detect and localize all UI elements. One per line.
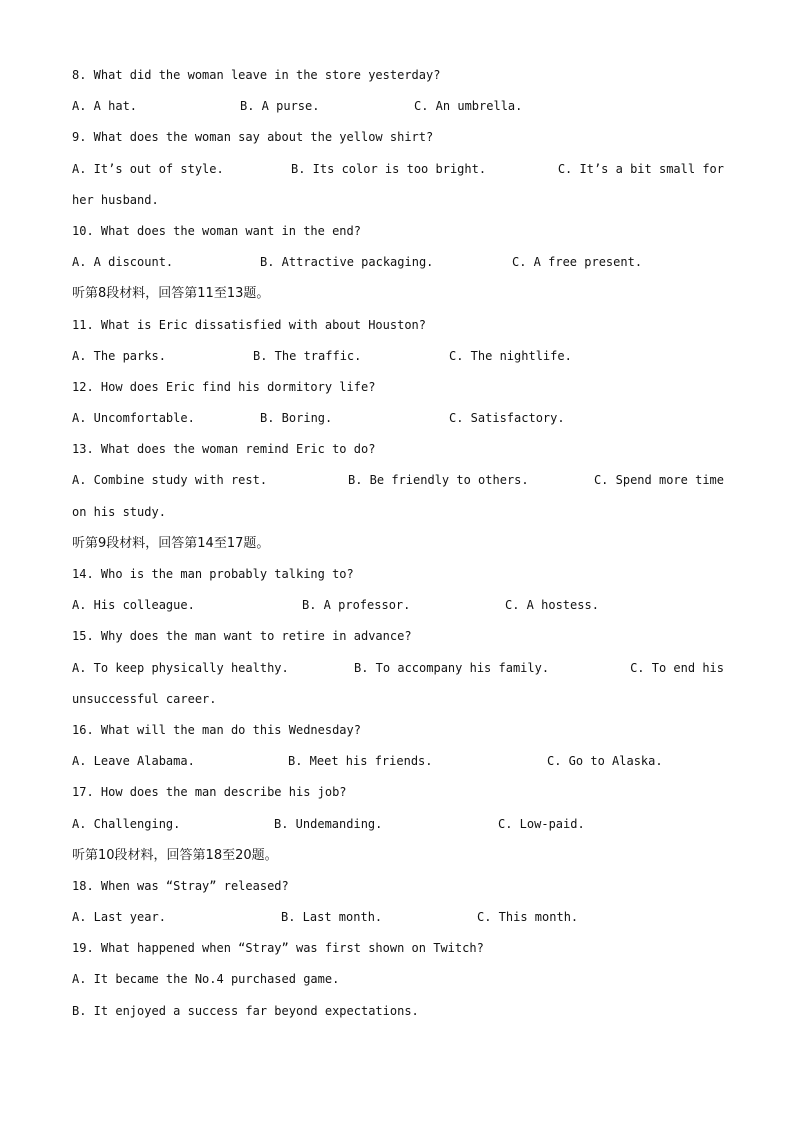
- option-c: C. Low-paid.: [498, 816, 585, 831]
- option-b: B. Boring.: [260, 411, 333, 426]
- question-16-stem: 16. What will the man do this Wednesday?: [72, 722, 361, 737]
- option-b: B. Attractive packaging.: [260, 255, 434, 270]
- option-b: B. A professor.: [302, 598, 411, 613]
- option-c-continued: on his study.: [72, 504, 166, 519]
- section-10-heading: 听第10段材料，回答第18至20题。: [72, 847, 278, 863]
- question-8-options: [72, 91, 724, 122]
- option-c: C. An umbrella.: [414, 99, 523, 114]
- option-c: C. Go to Alaska.: [547, 754, 663, 769]
- option-a: A. A hat.: [72, 99, 138, 114]
- option-c: C. A hostess.: [505, 598, 599, 613]
- option-b: B. A purse.: [240, 99, 320, 114]
- option-b: B. Its color is too bright.: [291, 161, 487, 176]
- option-a: A. The parks.: [72, 348, 166, 363]
- exam-page: [72, 60, 724, 1027]
- section-8-heading: 听第8段材料，回答第11至13题。: [72, 286, 270, 302]
- question-16-options: [72, 746, 724, 777]
- option-a: A. Uncomfortable.: [72, 411, 195, 426]
- option-a: A. It’s out of style.: [72, 161, 224, 176]
- option-b: B. To accompany his family.: [354, 660, 550, 675]
- question-17-stem: 17. How does the man describe his job?: [72, 785, 347, 800]
- option-a: A. Last year.: [72, 910, 166, 925]
- question-15-stem: 15. Why does the man want to retire in advance?: [72, 629, 412, 644]
- option-c: C. To end his: [630, 660, 724, 675]
- option-c: C. It’s a bit small for: [557, 161, 724, 176]
- question-18-stem: 18. When was “Stray” released?: [72, 878, 289, 893]
- option-c-continued: her husband.: [72, 192, 159, 207]
- option-b: B. Meet his friends.: [288, 754, 433, 769]
- question-10-options: [72, 247, 724, 278]
- option-b: B. It enjoyed a success far beyond expectations.: [72, 1003, 419, 1018]
- option-c: C. A free present.: [512, 255, 643, 270]
- option-a: A. To keep physically healthy.: [72, 660, 289, 675]
- option-a: A. A discount.: [72, 255, 174, 270]
- question-12-stem: 12. How does Eric find his dormitory life?: [72, 379, 376, 394]
- option-c: C. Spend more time: [593, 473, 724, 488]
- section-9-heading: 听第9段材料，回答第14至17题。: [72, 535, 270, 551]
- question-9-options: [72, 154, 724, 185]
- option-b: B. The traffic.: [253, 348, 362, 363]
- question-8-stem: 8. What did the woman leave in the store yesterday?: [72, 68, 441, 82]
- option-c-continued: unsuccessful career.: [72, 691, 217, 706]
- question-9-stem: 9. What does the woman say about the yellow shirt?: [72, 130, 434, 145]
- question-13-options: [72, 465, 724, 496]
- option-c: C. The nightlife.: [449, 348, 572, 363]
- option-c: C. This month.: [477, 910, 579, 925]
- option-a: A. It became the No.4 purchased game.: [72, 972, 340, 987]
- option-b: B. Undemanding.: [274, 816, 383, 831]
- question-10-stem: 10. What does the woman want in the end?: [72, 223, 361, 238]
- option-c: C. Satisfactory.: [449, 411, 565, 426]
- option-b: B. Last month.: [281, 910, 383, 925]
- question-14-stem: 14. Who is the man probably talking to?: [72, 567, 354, 581]
- question-13-stem: 13. What does the woman remind Eric to do?: [72, 442, 376, 457]
- question-11-options: [72, 341, 724, 372]
- question-17-options: [72, 809, 724, 840]
- question-19-stem: 19. What happened when “Stray” was first shown on Twitch?: [72, 941, 484, 956]
- option-a: A. His colleague.: [72, 598, 195, 613]
- question-14-options: [72, 590, 724, 621]
- question-18-options: [72, 902, 724, 933]
- option-a: A. Challenging.: [72, 816, 181, 831]
- question-11-stem: 11. What is Eric dissatisfied with about Houston?: [72, 317, 427, 332]
- option-a: A. Leave Alabama.: [72, 754, 195, 769]
- question-12-options: [72, 403, 724, 434]
- option-b: B. Be friendly to others.: [348, 473, 529, 488]
- option-a: A. Combine study with rest.: [72, 473, 268, 488]
- question-15-options: [72, 653, 724, 684]
